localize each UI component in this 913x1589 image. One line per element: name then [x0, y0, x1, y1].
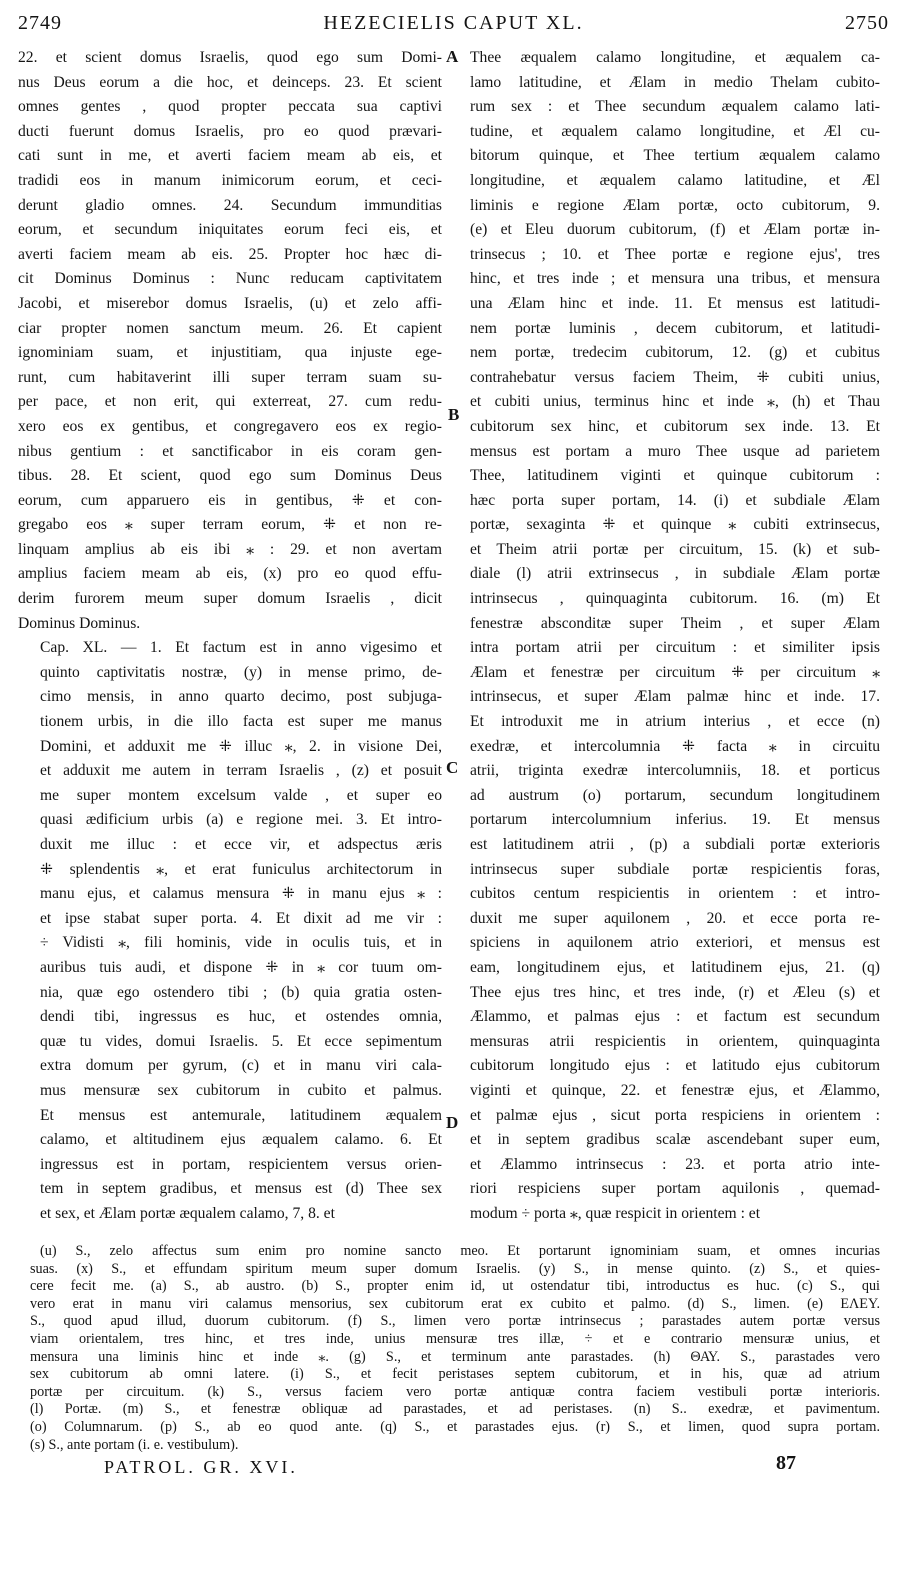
text-line: ingressus est in portam, respicientem versus orien-: [40, 1155, 442, 1173]
text-line: eorum, et secundum iniquitates eorum feci eis, et: [18, 221, 442, 239]
text-line: Dominus Dominus.: [18, 614, 141, 632]
text-line: nia, quæ ego ostendero tibi ; (b) quia gratia osten-: [40, 983, 442, 1001]
text-line: mensuras atrii respicientis in orientem, quinquaginta: [470, 1032, 880, 1050]
text-line: et ipse stabat super porta. 4. Et dixit ad me vir :: [40, 909, 442, 927]
text-line: viginti et quinque, 22. et fenestræ ejus, et Ælammo,: [470, 1081, 880, 1099]
text-line: xero eos ex gentibus, et congregavero eos ex regio-: [18, 417, 442, 435]
text-line: Cap. XL. — 1. Et factum est in anno vigesimo et: [40, 639, 442, 657]
text-line: diale (l) atrii extrinsecus , in subdiale Ælam portæ: [470, 565, 880, 583]
text-line: 22. et scient domus Israelis, quod ego sum Domi-: [18, 49, 442, 66]
right-column-paragraph: [470, 46, 880, 1227]
text-line: est latitudinem atrii , (p) a subdiali portæ exterioris: [470, 836, 880, 853]
text-line: et palmæ ejus , sicut porta respiciens in orientem :: [470, 1106, 880, 1124]
text-line: et adduxit me autem in terram Israelis , (z) et posuit: [40, 762, 442, 780]
text-line: ÷ Vidisti ⁎, fili hominis, vide in oculis tuis, et in: [40, 934, 442, 952]
text-line: Jacobi, et miserebor domus Israelis, (u) et zelo affi-: [18, 294, 442, 312]
text-line: Ælammo, et palmas ejus : et factum est secundum: [470, 1008, 880, 1026]
footnote-line: portæ per circuitum. (k) S., versus faciem vero portæ antiquæ contra faciem vestibuli portæ interioris.: [30, 1383, 880, 1400]
text-line: intrinsecus super subdiale portæ respicientis foras,: [470, 860, 880, 878]
left-column-paragraph-2: [18, 636, 442, 1226]
text-line: Ælam et fenestræ per circuitum ⁜ per circuitum ⁎: [470, 663, 880, 681]
text-line: dendi tibi, ingressus es huc, et ostendes omnia,: [40, 1008, 442, 1026]
text-line: intrinsecus, et super Ælam palmæ hinc et inde. 17.: [470, 688, 880, 706]
text-line: ignominiam suam, et injustitiam, qua injuste ege-: [18, 344, 442, 362]
footnote-line: sex cubitorum ab omni latere. (i) S., et fecit peristases septem cubitorum, et in his, quæ ad atrium: [30, 1366, 880, 1383]
text-line: derunt gladio omnes. 24. Secundum immunditias: [18, 196, 442, 214]
margin-marker-b: B: [448, 405, 460, 424]
text-line: modum ÷ porta ⁎, quæ respicit in orientem : et: [470, 1204, 761, 1222]
text-line: linquam amplius ab eis ibi ⁎ : 29. et non avertam: [18, 540, 442, 558]
right-column: [470, 46, 880, 1227]
left-page-number: 2749: [18, 12, 62, 34]
text-line: cubitorum sex hinc, et cubitorum sex inde. 13. Et: [470, 417, 880, 435]
text-line: me super montem excelsum valde , et super eo: [40, 786, 442, 804]
text-line: ⁜ splendentis ⁎, et erat funiculus architectorum in: [40, 860, 442, 878]
footnote-line: S., quod apud illud, duorum cubitorum. (f) S., limen vero portæ intrinsecus ; parastades autem portæ versus: [30, 1313, 880, 1330]
footnote-line: (l) Portæ. (m) S., et fenestræ obliquæ ad parastades, et ad peristases. (n) S.. exedræ, et pavimentum.: [30, 1401, 880, 1418]
footnote-line: (s) S., ante portam (i. e. vestibulum).: [30, 1436, 239, 1453]
text-line: longitudine, et æqualem calamo latitudine, et Æl: [470, 171, 880, 189]
text-line: et cubiti unius, terminus hinc et inde ⁎, (h) et Thau: [470, 393, 880, 411]
text-line: tudine, et æqualem calamo longitudine, et Æl cu-: [470, 122, 880, 140]
footer-series-label: PATROL. GR. XVI.: [104, 1457, 298, 1477]
text-line: eorum, cum apparuero eis in gentibus, ⁜ et con-: [18, 491, 442, 509]
margin-marker-a: A: [446, 47, 459, 66]
text-line: trinsecus ; 10. et Thee portæ e regione ejus', tres: [470, 245, 880, 263]
margin-marker-c: C: [446, 758, 459, 777]
footnote-line: cere fecit me. (a) S., ab austro. (b) S., propter enim id, ut ostendatur tibi, introductus es huc. (c) S., qui: [30, 1278, 880, 1295]
footnote-line: viam orientalem, tres hinc, et tres inde, unius mensuræ tres illæ, ÷ et e contrario mensuræ unius, et: [30, 1330, 880, 1347]
text-line: ducti fuerunt domus Israelis, pro eo quod prævari-: [18, 122, 442, 140]
text-line: tionem urbis, in die illo facta est super me manus: [40, 713, 442, 731]
text-line: manu ejus, et calamus mensura ⁜ in manu ejus ⁎ :: [40, 885, 442, 903]
text-line: Thee, latitudinem viginti et quinque cubitorum :: [470, 467, 880, 485]
footnote-line: vero erat in manu viri calamus mensorius, sex cubitorum erat ex cubito et palmo. (d) S., limen. (e) ΕΛΕΥ.: [30, 1295, 880, 1312]
page-header: [18, 12, 889, 42]
margin-marker-d: D: [446, 1113, 459, 1132]
text-line: runt, cum habitaverint illi super terram suam su-: [18, 368, 442, 386]
text-line: mus mensuræ sex cubitorum in cubito et palmus.: [40, 1081, 442, 1099]
text-line: Thee ejus tres hinc, et tres inde, (r) et Æleu (s) et: [470, 983, 880, 1001]
text-line: calamo, et altitudinem ejus æqualem calamo. 6. Et: [40, 1131, 442, 1149]
text-line: omnes gentes , quod propter peccata sua captivi: [18, 98, 442, 116]
text-line: cati sunt in me, et averti faciem meam ab eis, et: [18, 147, 442, 165]
right-page-number: 2750: [845, 12, 889, 34]
text-line: cit Dominus Dominus : Nunc reducam captivitatem: [18, 270, 442, 288]
text-line: hinc, et tres inde ; et mensura una tribus, et mensura: [470, 270, 880, 288]
text-line: hæc porta super portam, 14. (i) et subdiale Ælam: [470, 491, 880, 509]
text-line: extra domum per gyrum, (c) et in manu viri cala-: [40, 1057, 442, 1075]
text-line: cimo mensis, in anno quarto decimo, post subjuga-: [40, 688, 442, 706]
text-line: averti faciem meam ab eis. 25. Propter hoc hæc di-: [18, 245, 442, 263]
text-line: ciar propter nomen sanctum meum. 26. Et capient: [18, 319, 442, 337]
text-line: nem portæ, tredecim cubitorum, 12. (g) et cubitus: [470, 344, 880, 362]
text-line: (e) et Eleu duorum cubitorum, (f) et Ælam portæ in-: [470, 221, 880, 239]
text-line: rum sex : et Thee secundum æqualem calamo lati-: [470, 98, 880, 116]
text-line: contrahebatur versus faciem Theim, ⁜ cubiti unius,: [470, 368, 880, 386]
text-line: fenestræ absconditæ super Theim , et super Ælam: [470, 614, 880, 632]
text-line: exedræ, et intercolumnia ⁜ facta ⁎ in circuitu: [470, 737, 880, 755]
text-line: et sex, et Ælam portæ æqualem calamo, 7, 8. et: [40, 1204, 335, 1222]
footnotes: [30, 1243, 880, 1454]
left-column-paragraph-1: [18, 46, 442, 636]
text-line: riori respiciens super portam aquilonis , quemad-: [470, 1180, 880, 1198]
text-line: tradidi eos in manum inimicorum eorum, et ceci-: [18, 171, 442, 189]
text-line: una Ælam hinc et inde. 11. Et mensus est latitudi-: [470, 294, 880, 312]
text-line: Thee æqualem calamo longitudine, et æqualem ca-: [470, 49, 880, 66]
text-line: et in septem gradibus scalæ ascendebant super eum,: [470, 1131, 880, 1149]
text-line: mensus est portam a muro Thee usque ad parietem: [470, 442, 880, 460]
text-line: duxit me illuc : et ecce vir, et adspectus æris: [40, 836, 442, 853]
text-line: Et introduxit me in atrium interius , et ecce (n): [470, 713, 880, 731]
text-line: duxit me super aquilonem , 20. et ecce porta re-: [470, 909, 880, 927]
footnote-line: mensura una liminis hinc et inde ⁎. (g) S., et terminum ante parastades. (h) ΘΑΥ. S., parastades vero: [30, 1348, 880, 1365]
text-line: bitorum quinque, et Thee tertium æqualem calamo: [470, 147, 880, 165]
text-line: ad austrum (o) portarum, secundum longitudinem: [470, 786, 880, 804]
footnote-line: suas. (x) S., et effundam spiritum meum super domum Israelis. (y) S., in mense quinto. (z) S., et quies-: [30, 1260, 880, 1277]
text-line: eam, longitudinem ejus, et latitudinem ejus, 21. (q): [470, 958, 880, 976]
text-line: cubitos centum respicientis in orientem : et intro-: [470, 885, 880, 903]
text-line: nus Deus eorum a die hoc, et deinceps. 23. Et scient: [18, 73, 442, 91]
text-line: quinto captivitatis nostræ, (y) in mense primo, de-: [40, 663, 442, 681]
left-column: [18, 46, 442, 1227]
text-line: tem in septem gradibus, et mensus est (d) Thee sex: [40, 1180, 442, 1198]
text-line: et Theim atrii portæ per circuitum, 15. (k) et sub-: [470, 540, 880, 558]
text-line: atrii, triginta exedræ intercolumniis, 18. et porticus: [470, 762, 880, 780]
text-line: intrinsecus , quinquaginta cubitorum. 16. (m) Et: [470, 590, 880, 608]
footnote-line: (u) S., zelo affectus sum enim pro nomine sancto meo. Et portarunt ignominiam suam, et omnes incurias: [40, 1243, 880, 1259]
text-line: per pace, et non erit, qui exterreat, 27. cum redu-: [18, 393, 442, 411]
text-line: derim furorem meum super domum Israelis , dicit: [18, 590, 442, 608]
text-line: liminis e regione Ælam portæ, octo cubitorum, 9.: [470, 196, 880, 214]
text-line: Domini, et adduxit me ⁜ illuc ⁎, 2. in visione Dei,: [40, 737, 442, 755]
text-line: et Ælammo intrinsecus : 23. et porta atrio inte-: [470, 1155, 880, 1173]
running-title: HEZECIELIS CAPUT XL.: [323, 12, 584, 34]
text-line: lamo latitudine, et Ælam in medio Thelam cubito-: [470, 73, 880, 91]
text-line: nem portæ luminis , decem cubitorum, et latitudi-: [470, 319, 880, 337]
text-line: quæ tu vides, domui Israelis. 5. Et ecce sepimentum: [40, 1032, 442, 1050]
footer-sheet-number: 87: [776, 1452, 796, 1474]
text-line: portæ, sexaginta ⁜ et quinque ⁎ cubiti extrinsecus,: [470, 516, 880, 534]
text-line: auribus tuis audi, et dispone ⁜ in ⁎ cor tuum om-: [40, 958, 442, 976]
footnote-line: (o) Columnarum. (p) S., ab eo quod ante. (q) S., et parastades ejus. (r) S., et limen, quod supra portam.: [30, 1418, 880, 1435]
text-line: tibus. 28. Et scient, quod ego sum Dominus Deus: [18, 467, 442, 485]
text-line: portarum intercolumnium inferius. 19. Et mensus: [470, 811, 880, 829]
text-line: spiciens in aquilonem atrio exteriori, et mensus est: [470, 934, 880, 952]
text-line: Et mensus est antemurale, latitudinem æqualem: [40, 1106, 442, 1124]
text-line: amplius faciem meam ab eis, (x) pro eo quod effu-: [18, 565, 442, 583]
text-line: nibus gentium : et sanctificabor in eis coram gen-: [18, 442, 442, 460]
text-line: cubitorum longitudo ejus : et latitudo ejus cubitorum: [470, 1057, 880, 1075]
text-line: intra portam atrii per circuitum : et similiter ipsis: [470, 639, 880, 657]
text-line: gregabo eos ⁎ super terram eorum, ⁜ et non re-: [18, 516, 442, 534]
text-line: quasi ædificium urbis (a) e regione mei. 3. Et intro-: [40, 811, 442, 829]
